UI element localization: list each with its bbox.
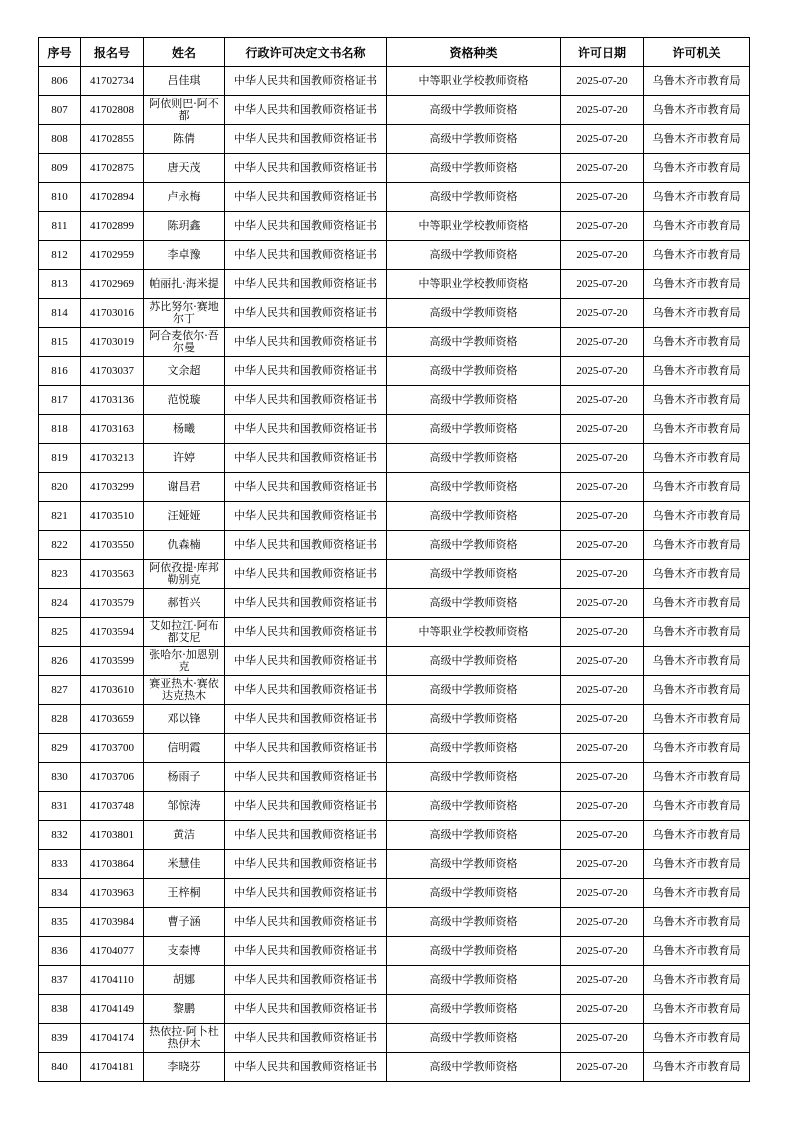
- table-row: [39, 212, 750, 241]
- cell-name: 陈倩: [144, 125, 225, 154]
- cell-document-name: 中华人民共和国教师资格证书: [225, 879, 387, 908]
- cell-authority: 乌鲁木齐市教育局: [644, 502, 750, 531]
- cell-name: 许婷: [144, 444, 225, 473]
- cell-document-name: 中华人民共和国教师资格证书: [225, 676, 387, 705]
- cell-authority: 乌鲁木齐市教育局: [644, 560, 750, 589]
- cell-authority: 乌鲁木齐市教育局: [644, 850, 750, 879]
- cell-seq: 830: [39, 763, 81, 792]
- cell-date: 2025-07-20: [561, 1024, 644, 1053]
- cell-document-name: 中华人民共和国教师资格证书: [225, 386, 387, 415]
- table-row: [39, 531, 750, 560]
- cell-document-name: 中华人民共和国教师资格证书: [225, 734, 387, 763]
- cell-date: 2025-07-20: [561, 792, 644, 821]
- cell-date: 2025-07-20: [561, 125, 644, 154]
- cell-name: 唐天茂: [144, 154, 225, 183]
- cell-date: 2025-07-20: [561, 183, 644, 212]
- cell-document-name: 中华人民共和国教师资格证书: [225, 618, 387, 647]
- table-row: [39, 879, 750, 908]
- cell-authority: 乌鲁木齐市教育局: [644, 647, 750, 676]
- cell-name: 杨雨子: [144, 763, 225, 792]
- cell-seq: 839: [39, 1024, 81, 1053]
- cell-reg-no: 41703706: [81, 763, 144, 792]
- cell-reg-no: 41703594: [81, 618, 144, 647]
- cell-authority: 乌鲁木齐市教育局: [644, 1053, 750, 1082]
- cell-name: 阿依孜提·库邦勒别克: [144, 560, 225, 589]
- cell-name: 吕佳琪: [144, 67, 225, 96]
- table-row: [39, 473, 750, 502]
- cell-seq: 831: [39, 792, 81, 821]
- cell-date: 2025-07-20: [561, 212, 644, 241]
- cell-document-name: 中华人民共和国教师资格证书: [225, 647, 387, 676]
- cell-authority: 乌鲁木齐市教育局: [644, 734, 750, 763]
- cell-seq: 825: [39, 618, 81, 647]
- cell-name: 黄洁: [144, 821, 225, 850]
- cell-qualification: 高级中学教师资格: [387, 299, 561, 328]
- cell-date: 2025-07-20: [561, 67, 644, 96]
- cell-seq: 807: [39, 96, 81, 125]
- table-row: [39, 734, 750, 763]
- cell-document-name: 中华人民共和国教师资格证书: [225, 763, 387, 792]
- table-row: [39, 183, 750, 212]
- cell-document-name: 中华人民共和国教师资格证书: [225, 1024, 387, 1053]
- cell-date: 2025-07-20: [561, 850, 644, 879]
- cell-date: 2025-07-20: [561, 444, 644, 473]
- cell-qualification: 高级中学教师资格: [387, 850, 561, 879]
- cell-name: 热依拉·阿卜杜热伊木: [144, 1024, 225, 1053]
- table-row: [39, 154, 750, 183]
- cell-document-name: 中华人民共和国教师资格证书: [225, 937, 387, 966]
- table-row: [39, 96, 750, 125]
- cell-reg-no: 41703748: [81, 792, 144, 821]
- cell-date: 2025-07-20: [561, 415, 644, 444]
- cell-name: 邹惊涛: [144, 792, 225, 821]
- table-row: [39, 763, 750, 792]
- cell-date: 2025-07-20: [561, 1053, 644, 1082]
- cell-name: 信明霞: [144, 734, 225, 763]
- cell-date: 2025-07-20: [561, 589, 644, 618]
- cell-seq: 814: [39, 299, 81, 328]
- table-row: [39, 444, 750, 473]
- cell-qualification: 高级中学教师资格: [387, 1024, 561, 1053]
- cell-date: 2025-07-20: [561, 502, 644, 531]
- table-row: [39, 1053, 750, 1082]
- license-table: [38, 37, 750, 1082]
- cell-authority: 乌鲁木齐市教育局: [644, 96, 750, 125]
- cell-date: 2025-07-20: [561, 908, 644, 937]
- table-row: [39, 850, 750, 879]
- cell-seq: 815: [39, 328, 81, 357]
- cell-seq: 820: [39, 473, 81, 502]
- cell-document-name: 中华人民共和国教师资格证书: [225, 183, 387, 212]
- cell-document-name: 中华人民共和国教师资格证书: [225, 502, 387, 531]
- cell-name: 杨曦: [144, 415, 225, 444]
- cell-name: 米慧佳: [144, 850, 225, 879]
- cell-authority: 乌鲁木齐市教育局: [644, 328, 750, 357]
- cell-reg-no: 41702875: [81, 154, 144, 183]
- cell-authority: 乌鲁木齐市教育局: [644, 966, 750, 995]
- cell-name: 郝哲兴: [144, 589, 225, 618]
- cell-reg-no: 41702734: [81, 67, 144, 96]
- cell-document-name: 中华人民共和国教师资格证书: [225, 154, 387, 183]
- cell-reg-no: 41703550: [81, 531, 144, 560]
- cell-qualification: 中等职业学校教师资格: [387, 212, 561, 241]
- cell-document-name: 中华人民共和国教师资格证书: [225, 241, 387, 270]
- cell-authority: 乌鲁木齐市教育局: [644, 676, 750, 705]
- cell-authority: 乌鲁木齐市教育局: [644, 154, 750, 183]
- cell-authority: 乌鲁木齐市教育局: [644, 792, 750, 821]
- header-reg-no: 报名号: [81, 38, 144, 67]
- cell-seq: 816: [39, 357, 81, 386]
- cell-reg-no: 41703213: [81, 444, 144, 473]
- table-body: [39, 67, 750, 1082]
- cell-seq: 808: [39, 125, 81, 154]
- table-row: [39, 415, 750, 444]
- table-row: [39, 299, 750, 328]
- table-row: [39, 705, 750, 734]
- cell-authority: 乌鲁木齐市教育局: [644, 937, 750, 966]
- table-row: [39, 995, 750, 1024]
- cell-reg-no: 41704181: [81, 1053, 144, 1082]
- cell-name: 艾如拉江·阿布都艾尼: [144, 618, 225, 647]
- cell-authority: 乌鲁木齐市教育局: [644, 357, 750, 386]
- cell-qualification: 高级中学教师资格: [387, 531, 561, 560]
- cell-reg-no: 41703563: [81, 560, 144, 589]
- cell-name: 谢昌君: [144, 473, 225, 502]
- cell-name: 阿合麦依尔·吾尔曼: [144, 328, 225, 357]
- cell-qualification: 高级中学教师资格: [387, 183, 561, 212]
- cell-authority: 乌鲁木齐市教育局: [644, 618, 750, 647]
- cell-seq: 821: [39, 502, 81, 531]
- cell-reg-no: 41704110: [81, 966, 144, 995]
- cell-seq: 823: [39, 560, 81, 589]
- cell-qualification: 高级中学教师资格: [387, 792, 561, 821]
- cell-qualification: 高级中学教师资格: [387, 763, 561, 792]
- cell-qualification: 高级中学教师资格: [387, 96, 561, 125]
- table-row: [39, 908, 750, 937]
- cell-reg-no: 41703163: [81, 415, 144, 444]
- cell-reg-no: 41703700: [81, 734, 144, 763]
- cell-seq: 832: [39, 821, 81, 850]
- cell-reg-no: 41703136: [81, 386, 144, 415]
- cell-seq: 817: [39, 386, 81, 415]
- cell-name: 范悦璇: [144, 386, 225, 415]
- cell-seq: 809: [39, 154, 81, 183]
- cell-document-name: 中华人民共和国教师资格证书: [225, 67, 387, 96]
- cell-reg-no: 41702808: [81, 96, 144, 125]
- cell-reg-no: 41703599: [81, 647, 144, 676]
- cell-document-name: 中华人民共和国教师资格证书: [225, 589, 387, 618]
- cell-seq: 813: [39, 270, 81, 299]
- cell-qualification: 高级中学教师资格: [387, 879, 561, 908]
- cell-date: 2025-07-20: [561, 763, 644, 792]
- cell-authority: 乌鲁木齐市教育局: [644, 995, 750, 1024]
- cell-qualification: 高级中学教师资格: [387, 966, 561, 995]
- cell-qualification: 高级中学教师资格: [387, 357, 561, 386]
- cell-qualification: 高级中学教师资格: [387, 560, 561, 589]
- cell-authority: 乌鲁木齐市教育局: [644, 299, 750, 328]
- cell-seq: 811: [39, 212, 81, 241]
- cell-qualification: 高级中学教师资格: [387, 647, 561, 676]
- cell-reg-no: 41702959: [81, 241, 144, 270]
- table-row: [39, 792, 750, 821]
- header-document-name: 行政许可决定文书名称: [225, 38, 387, 67]
- cell-date: 2025-07-20: [561, 676, 644, 705]
- cell-document-name: 中华人民共和国教师资格证书: [225, 96, 387, 125]
- cell-qualification: 高级中学教师资格: [387, 821, 561, 850]
- cell-seq: 826: [39, 647, 81, 676]
- cell-authority: 乌鲁木齐市教育局: [644, 763, 750, 792]
- cell-reg-no: 41704077: [81, 937, 144, 966]
- table-row: [39, 1024, 750, 1053]
- table-row: [39, 328, 750, 357]
- header-qualification: 资格种类: [387, 38, 561, 67]
- cell-name: 苏比努尔·赛地尔丁: [144, 299, 225, 328]
- cell-seq: 836: [39, 937, 81, 966]
- cell-name: 黎鹏: [144, 995, 225, 1024]
- cell-document-name: 中华人民共和国教师资格证书: [225, 328, 387, 357]
- cell-date: 2025-07-20: [561, 647, 644, 676]
- cell-name: 陈玥鑫: [144, 212, 225, 241]
- cell-qualification: 高级中学教师资格: [387, 328, 561, 357]
- cell-reg-no: 41703510: [81, 502, 144, 531]
- cell-seq: 838: [39, 995, 81, 1024]
- cell-reg-no: 41702899: [81, 212, 144, 241]
- cell-document-name: 中华人民共和国教师资格证书: [225, 415, 387, 444]
- cell-authority: 乌鲁木齐市教育局: [644, 270, 750, 299]
- cell-reg-no: 41702969: [81, 270, 144, 299]
- cell-date: 2025-07-20: [561, 357, 644, 386]
- cell-document-name: 中华人民共和国教师资格证书: [225, 357, 387, 386]
- cell-reg-no: 41703659: [81, 705, 144, 734]
- cell-document-name: 中华人民共和国教师资格证书: [225, 299, 387, 328]
- table-header: [39, 38, 750, 67]
- cell-seq: 837: [39, 966, 81, 995]
- cell-document-name: 中华人民共和国教师资格证书: [225, 1053, 387, 1082]
- cell-date: 2025-07-20: [561, 560, 644, 589]
- cell-name: 邓以锋: [144, 705, 225, 734]
- cell-qualification: 高级中学教师资格: [387, 386, 561, 415]
- cell-qualification: 高级中学教师资格: [387, 444, 561, 473]
- cell-authority: 乌鲁木齐市教育局: [644, 1024, 750, 1053]
- cell-document-name: 中华人民共和国教师资格证书: [225, 821, 387, 850]
- cell-seq: 818: [39, 415, 81, 444]
- cell-authority: 乌鲁木齐市教育局: [644, 705, 750, 734]
- cell-seq: 828: [39, 705, 81, 734]
- cell-date: 2025-07-20: [561, 241, 644, 270]
- table-row: [39, 966, 750, 995]
- cell-document-name: 中华人民共和国教师资格证书: [225, 560, 387, 589]
- cell-date: 2025-07-20: [561, 995, 644, 1024]
- cell-seq: 806: [39, 67, 81, 96]
- cell-authority: 乌鲁木齐市教育局: [644, 212, 750, 241]
- cell-date: 2025-07-20: [561, 531, 644, 560]
- cell-qualification: 高级中学教师资格: [387, 734, 561, 763]
- table-row: [39, 241, 750, 270]
- cell-reg-no: 41703610: [81, 676, 144, 705]
- cell-name: 仇森楠: [144, 531, 225, 560]
- cell-seq: 840: [39, 1053, 81, 1082]
- table-row: [39, 937, 750, 966]
- cell-name: 李卓豫: [144, 241, 225, 270]
- cell-document-name: 中华人民共和国教师资格证书: [225, 850, 387, 879]
- table-row: [39, 125, 750, 154]
- cell-authority: 乌鲁木齐市教育局: [644, 589, 750, 618]
- cell-authority: 乌鲁木齐市教育局: [644, 415, 750, 444]
- cell-qualification: 中等职业学校教师资格: [387, 618, 561, 647]
- table-row: [39, 67, 750, 96]
- cell-name: 曹子涵: [144, 908, 225, 937]
- cell-qualification: 高级中学教师资格: [387, 1053, 561, 1082]
- cell-name: 卢永梅: [144, 183, 225, 212]
- cell-authority: 乌鲁木齐市教育局: [644, 821, 750, 850]
- cell-qualification: 高级中学教师资格: [387, 995, 561, 1024]
- table-row: [39, 386, 750, 415]
- cell-authority: 乌鲁木齐市教育局: [644, 183, 750, 212]
- cell-reg-no: 41703037: [81, 357, 144, 386]
- cell-reg-no: 41703963: [81, 879, 144, 908]
- table-row: [39, 502, 750, 531]
- cell-seq: 829: [39, 734, 81, 763]
- table-row: [39, 647, 750, 676]
- cell-qualification: 高级中学教师资格: [387, 241, 561, 270]
- cell-seq: 822: [39, 531, 81, 560]
- cell-qualification: 高级中学教师资格: [387, 502, 561, 531]
- cell-name: 文余超: [144, 357, 225, 386]
- cell-authority: 乌鲁木齐市教育局: [644, 125, 750, 154]
- cell-name: 王梓桐: [144, 879, 225, 908]
- cell-document-name: 中华人民共和国教师资格证书: [225, 792, 387, 821]
- cell-reg-no: 41703019: [81, 328, 144, 357]
- cell-seq: 833: [39, 850, 81, 879]
- cell-date: 2025-07-20: [561, 473, 644, 502]
- header-row: [39, 38, 750, 67]
- cell-date: 2025-07-20: [561, 937, 644, 966]
- cell-date: 2025-07-20: [561, 618, 644, 647]
- cell-authority: 乌鲁木齐市教育局: [644, 473, 750, 502]
- cell-date: 2025-07-20: [561, 879, 644, 908]
- cell-reg-no: 41702894: [81, 183, 144, 212]
- cell-reg-no: 41703016: [81, 299, 144, 328]
- table-row: [39, 270, 750, 299]
- cell-seq: 824: [39, 589, 81, 618]
- cell-date: 2025-07-20: [561, 154, 644, 183]
- cell-date: 2025-07-20: [561, 705, 644, 734]
- table-row: [39, 357, 750, 386]
- cell-name: 汪娅娅: [144, 502, 225, 531]
- cell-document-name: 中华人民共和国教师资格证书: [225, 705, 387, 734]
- cell-authority: 乌鲁木齐市教育局: [644, 531, 750, 560]
- header-name: 姓名: [144, 38, 225, 67]
- cell-qualification: 中等职业学校教师资格: [387, 67, 561, 96]
- cell-date: 2025-07-20: [561, 328, 644, 357]
- cell-qualification: 高级中学教师资格: [387, 154, 561, 183]
- cell-authority: 乌鲁木齐市教育局: [644, 67, 750, 96]
- cell-document-name: 中华人民共和国教师资格证书: [225, 908, 387, 937]
- cell-qualification: 高级中学教师资格: [387, 415, 561, 444]
- cell-seq: 827: [39, 676, 81, 705]
- cell-authority: 乌鲁木齐市教育局: [644, 386, 750, 415]
- table-row: [39, 821, 750, 850]
- table-row: [39, 618, 750, 647]
- cell-name: 赛亚热木·赛依达克热木: [144, 676, 225, 705]
- cell-document-name: 中华人民共和国教师资格证书: [225, 125, 387, 154]
- cell-document-name: 中华人民共和国教师资格证书: [225, 531, 387, 560]
- cell-date: 2025-07-20: [561, 734, 644, 763]
- cell-date: 2025-07-20: [561, 966, 644, 995]
- cell-seq: 835: [39, 908, 81, 937]
- cell-authority: 乌鲁木齐市教育局: [644, 444, 750, 473]
- cell-document-name: 中华人民共和国教师资格证书: [225, 995, 387, 1024]
- cell-reg-no: 41703579: [81, 589, 144, 618]
- cell-reg-no: 41704174: [81, 1024, 144, 1053]
- cell-name: 张哈尔·加恩别克: [144, 647, 225, 676]
- cell-seq: 810: [39, 183, 81, 212]
- header-date: 许可日期: [561, 38, 644, 67]
- cell-qualification: 高级中学教师资格: [387, 676, 561, 705]
- cell-authority: 乌鲁木齐市教育局: [644, 879, 750, 908]
- cell-authority: 乌鲁木齐市教育局: [644, 241, 750, 270]
- cell-qualification: 高级中学教师资格: [387, 473, 561, 502]
- cell-qualification: 中等职业学校教师资格: [387, 270, 561, 299]
- cell-document-name: 中华人民共和国教师资格证书: [225, 444, 387, 473]
- cell-name: 支泰博: [144, 937, 225, 966]
- cell-name: 胡娜: [144, 966, 225, 995]
- cell-name: 李晓芬: [144, 1053, 225, 1082]
- table-row: [39, 560, 750, 589]
- header-authority: 许可机关: [644, 38, 750, 67]
- cell-seq: 819: [39, 444, 81, 473]
- cell-document-name: 中华人民共和国教师资格证书: [225, 270, 387, 299]
- cell-qualification: 高级中学教师资格: [387, 937, 561, 966]
- cell-document-name: 中华人民共和国教师资格证书: [225, 212, 387, 241]
- cell-seq: 834: [39, 879, 81, 908]
- header-seq: 序号: [39, 38, 81, 67]
- cell-seq: 812: [39, 241, 81, 270]
- cell-name: 阿依则巴·阿不都: [144, 96, 225, 125]
- cell-reg-no: 41703801: [81, 821, 144, 850]
- cell-authority: 乌鲁木齐市教育局: [644, 908, 750, 937]
- cell-date: 2025-07-20: [561, 821, 644, 850]
- cell-reg-no: 41703864: [81, 850, 144, 879]
- cell-document-name: 中华人民共和国教师资格证书: [225, 473, 387, 502]
- cell-name: 帕丽扎·海米提: [144, 270, 225, 299]
- cell-qualification: 高级中学教师资格: [387, 589, 561, 618]
- cell-date: 2025-07-20: [561, 270, 644, 299]
- cell-document-name: 中华人民共和国教师资格证书: [225, 966, 387, 995]
- cell-date: 2025-07-20: [561, 299, 644, 328]
- table-row: [39, 676, 750, 705]
- cell-qualification: 高级中学教师资格: [387, 705, 561, 734]
- cell-qualification: 高级中学教师资格: [387, 125, 561, 154]
- cell-reg-no: 41703299: [81, 473, 144, 502]
- table-row: [39, 589, 750, 618]
- cell-reg-no: 41703984: [81, 908, 144, 937]
- cell-date: 2025-07-20: [561, 386, 644, 415]
- cell-date: 2025-07-20: [561, 96, 644, 125]
- cell-reg-no: 41702855: [81, 125, 144, 154]
- cell-reg-no: 41704149: [81, 995, 144, 1024]
- cell-qualification: 高级中学教师资格: [387, 908, 561, 937]
